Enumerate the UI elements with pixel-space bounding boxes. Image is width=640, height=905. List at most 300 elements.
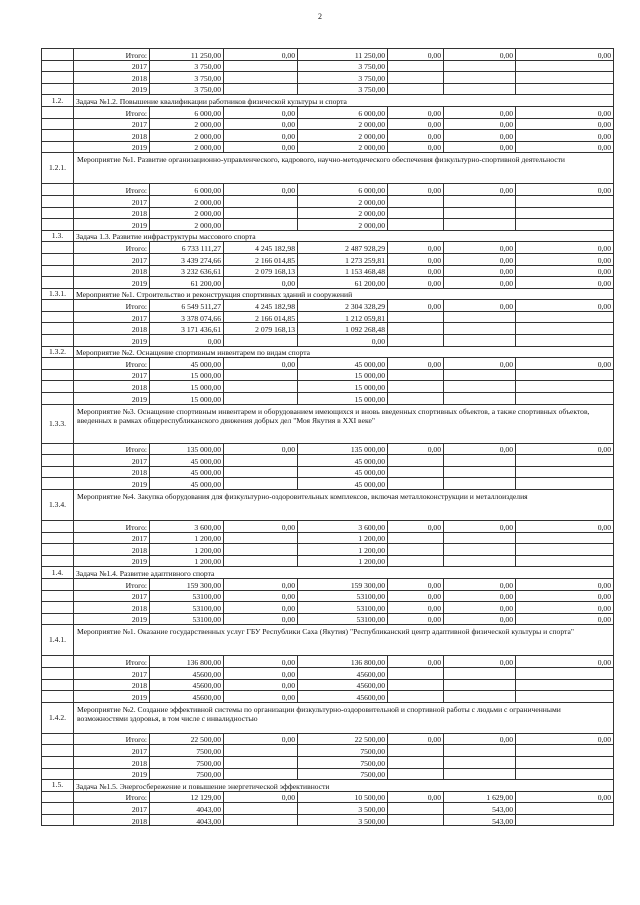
amount-cell: [388, 323, 444, 335]
amount-cell: 3 500,00: [298, 814, 388, 826]
amount-cell: 2 000,00: [298, 195, 388, 207]
amount-cell: 1 153 468,48: [298, 265, 388, 277]
row-label: 2017: [74, 118, 150, 130]
amount-cell: 3 750,00: [298, 83, 388, 95]
amount-cell: 22 500,00: [150, 733, 224, 745]
row-code: [42, 578, 74, 590]
amount-cell: 53100,00: [298, 590, 388, 602]
row-label: 2018: [74, 72, 150, 84]
amount-cell: 53100,00: [298, 602, 388, 614]
amount-cell: 0,00: [516, 106, 614, 118]
row-code: [42, 443, 74, 455]
amount-cell: [516, 814, 614, 826]
amount-cell: [388, 478, 444, 490]
table-row: [42, 49, 614, 61]
row-label: Итого:: [74, 791, 150, 803]
amount-cell: 0,00: [388, 443, 444, 455]
table-row: [42, 335, 614, 347]
amount-cell: 53100,00: [298, 613, 388, 625]
amount-cell: 0,00: [444, 184, 516, 196]
row-code: [42, 656, 74, 668]
amount-cell: [388, 466, 444, 478]
table-row: [42, 521, 614, 533]
row-code: [42, 667, 74, 679]
row-code: [42, 219, 74, 231]
amount-cell: [224, 455, 298, 467]
amount-cell: 45600,00: [150, 679, 224, 691]
measure-description: Мероприятие №2. Создание эффективной системы по организации физкультурно-оздоровительной и спортивной работы с людьми с ограниченными возможностями здоровья, в том числе с инвалидностью: [74, 702, 614, 733]
amount-cell: 0,00: [388, 253, 444, 265]
row-label: 2019: [74, 277, 150, 289]
row-code: [42, 679, 74, 691]
amount-cell: 0,00: [224, 141, 298, 153]
amount-cell: 7500,00: [150, 745, 224, 757]
amount-cell: 0,00: [388, 277, 444, 289]
section-code: 1.4.1.: [42, 625, 74, 656]
amount-cell: 10 500,00: [298, 791, 388, 803]
amount-cell: [224, 466, 298, 478]
amount-cell: 0,00: [224, 733, 298, 745]
amount-cell: 0,00: [444, 578, 516, 590]
table-body: [42, 49, 614, 826]
section-code: 1.2.: [42, 95, 74, 107]
amount-cell: 0,00: [388, 590, 444, 602]
amount-cell: 7500,00: [150, 756, 224, 768]
amount-cell: 6 000,00: [150, 106, 224, 118]
amount-cell: [516, 544, 614, 556]
amount-cell: 0,00: [444, 265, 516, 277]
table-row: [42, 300, 614, 312]
amount-cell: [224, 745, 298, 757]
table-row: [42, 153, 614, 184]
amount-cell: 2 000,00: [298, 141, 388, 153]
row-label: 2019: [74, 768, 150, 780]
amount-cell: [516, 679, 614, 691]
table-row: [42, 656, 614, 668]
amount-cell: 45 000,00: [150, 466, 224, 478]
amount-cell: [224, 72, 298, 84]
amount-cell: [516, 195, 614, 207]
row-label: 2017: [74, 532, 150, 544]
section-code: 1.3.3.: [42, 404, 74, 443]
amount-cell: [444, 335, 516, 347]
amount-cell: [444, 768, 516, 780]
amount-cell: [388, 691, 444, 703]
amount-cell: [444, 207, 516, 219]
row-code: [42, 613, 74, 625]
amount-cell: 53100,00: [150, 613, 224, 625]
amount-cell: 543,00: [444, 803, 516, 815]
row-label: 2017: [74, 803, 150, 815]
amount-cell: [224, 83, 298, 95]
amount-cell: 0,00: [516, 253, 614, 265]
row-label: 2018: [74, 679, 150, 691]
amount-cell: 0,00: [224, 443, 298, 455]
row-label: 2018: [74, 814, 150, 826]
amount-cell: [224, 335, 298, 347]
amount-cell: [444, 745, 516, 757]
amount-cell: 6 000,00: [150, 184, 224, 196]
amount-cell: [516, 393, 614, 405]
row-code: [42, 768, 74, 780]
amount-cell: 0,00: [388, 118, 444, 130]
amount-cell: [224, 544, 298, 556]
amount-cell: [388, 219, 444, 231]
amount-cell: 4043,00: [150, 814, 224, 826]
row-label: 2019: [74, 691, 150, 703]
amount-cell: 53100,00: [150, 590, 224, 602]
section-title: Задача №1.4. Развитие адаптивного спорта: [74, 567, 614, 579]
amount-cell: 1 200,00: [298, 532, 388, 544]
table-row: [42, 791, 614, 803]
amount-cell: 0,00: [516, 521, 614, 533]
table-row: [42, 184, 614, 196]
table-row: [42, 780, 614, 792]
row-label: 2017: [74, 590, 150, 602]
row-label: Итого:: [74, 184, 150, 196]
amount-cell: [388, 195, 444, 207]
amount-cell: 0,00: [388, 300, 444, 312]
amount-cell: 15 000,00: [298, 381, 388, 393]
amount-cell: 0,00: [388, 242, 444, 254]
row-code: [42, 803, 74, 815]
amount-cell: 0,00: [516, 242, 614, 254]
section-code: 1.2.1.: [42, 153, 74, 184]
row-label: Итого:: [74, 578, 150, 590]
amount-cell: 11 250,00: [150, 49, 224, 61]
row-code: [42, 521, 74, 533]
measure-description: Мероприятие №1. Оказание государственных услуг ГБУ Республики Саха (Якутия) "Республиканский центр адаптивной физической культуры и спорта": [74, 625, 614, 656]
section-code: 1.3.4.: [42, 490, 74, 521]
amount-cell: 15 000,00: [150, 381, 224, 393]
amount-cell: 2 000,00: [298, 219, 388, 231]
amount-cell: [388, 83, 444, 95]
row-label: 2017: [74, 455, 150, 467]
section-code: 1.3.2.: [42, 346, 74, 358]
row-code: [42, 555, 74, 567]
amount-cell: 159 300,00: [298, 578, 388, 590]
amount-cell: [388, 803, 444, 815]
amount-cell: 0,00: [444, 358, 516, 370]
amount-cell: 0,00: [516, 141, 614, 153]
amount-cell: 0,00: [224, 602, 298, 614]
amount-cell: [444, 72, 516, 84]
table-row: [42, 602, 614, 614]
table-row: [42, 72, 614, 84]
amount-cell: [388, 393, 444, 405]
row-code: [42, 791, 74, 803]
amount-cell: 7500,00: [298, 745, 388, 757]
amount-cell: [224, 532, 298, 544]
row-label: Итого:: [74, 656, 150, 668]
amount-cell: [444, 311, 516, 323]
row-label: Итого:: [74, 358, 150, 370]
amount-cell: 0,00: [150, 335, 224, 347]
amount-cell: [388, 369, 444, 381]
section-code: 1.3.1.: [42, 288, 74, 300]
amount-cell: 2 304 328,29: [298, 300, 388, 312]
amount-cell: 0,00: [388, 130, 444, 142]
row-label: 2017: [74, 369, 150, 381]
amount-cell: 0,00: [224, 184, 298, 196]
amount-cell: 0,00: [224, 118, 298, 130]
row-label: Итого:: [74, 242, 150, 254]
amount-cell: 0,00: [224, 667, 298, 679]
amount-cell: 0,00: [388, 613, 444, 625]
row-code: [42, 184, 74, 196]
amount-cell: [224, 60, 298, 72]
amount-cell: 1 200,00: [298, 555, 388, 567]
amount-cell: 0,00: [224, 578, 298, 590]
amount-cell: 0,00: [388, 733, 444, 745]
row-label: 2018: [74, 323, 150, 335]
amount-cell: 7500,00: [298, 768, 388, 780]
section-title: Задача 1.3. Развитие инфраструктуры массового спорта: [74, 230, 614, 242]
amount-cell: 1 200,00: [150, 532, 224, 544]
row-label: 2017: [74, 311, 150, 323]
row-label: 2019: [74, 83, 150, 95]
amount-cell: 6 000,00: [298, 184, 388, 196]
amount-cell: 61 200,00: [150, 277, 224, 289]
amount-cell: [224, 756, 298, 768]
row-code: [42, 300, 74, 312]
amount-cell: [388, 207, 444, 219]
table-row: [42, 393, 614, 405]
row-label: 2018: [74, 207, 150, 219]
row-code: [42, 455, 74, 467]
amount-cell: 3 171 436,61: [150, 323, 224, 335]
row-label: 2018: [74, 544, 150, 556]
amount-cell: 45600,00: [150, 691, 224, 703]
section-code: 1.4.: [42, 567, 74, 579]
table-row: [42, 455, 614, 467]
row-label: Итого:: [74, 106, 150, 118]
amount-cell: 61 200,00: [298, 277, 388, 289]
row-code: [42, 691, 74, 703]
row-label: 2018: [74, 130, 150, 142]
amount-cell: [224, 803, 298, 815]
table-row: [42, 207, 614, 219]
amount-cell: 11 250,00: [298, 49, 388, 61]
row-code: [42, 466, 74, 478]
table-row: [42, 130, 614, 142]
amount-cell: 0,00: [516, 130, 614, 142]
amount-cell: 0,00: [224, 791, 298, 803]
amount-cell: 3 600,00: [150, 521, 224, 533]
row-code: [42, 381, 74, 393]
table-row: [42, 404, 614, 443]
amount-cell: 0,00: [388, 656, 444, 668]
amount-cell: 0,00: [388, 358, 444, 370]
amount-cell: 3 750,00: [298, 60, 388, 72]
amount-cell: [388, 756, 444, 768]
amount-cell: 3 750,00: [150, 72, 224, 84]
amount-cell: 12 129,00: [150, 791, 224, 803]
table-row: [42, 118, 614, 130]
amount-cell: 0,00: [388, 106, 444, 118]
table-row: [42, 490, 614, 521]
amount-cell: [388, 335, 444, 347]
amount-cell: 0,00: [224, 277, 298, 289]
amount-cell: 0,00: [388, 141, 444, 153]
amount-cell: [516, 381, 614, 393]
amount-cell: 0,00: [224, 691, 298, 703]
amount-cell: [224, 814, 298, 826]
row-code: [42, 544, 74, 556]
amount-cell: [444, 667, 516, 679]
amount-cell: 0,00: [388, 265, 444, 277]
amount-cell: 2 079 168,13: [224, 265, 298, 277]
amount-cell: 0,00: [224, 49, 298, 61]
amount-cell: 45600,00: [298, 667, 388, 679]
amount-cell: [388, 745, 444, 757]
amount-cell: 15 000,00: [150, 369, 224, 381]
row-label: 2018: [74, 602, 150, 614]
amount-cell: 1 092 268,48: [298, 323, 388, 335]
amount-cell: [388, 679, 444, 691]
row-code: [42, 756, 74, 768]
table-row: [42, 590, 614, 602]
amount-cell: [516, 803, 614, 815]
table-row: [42, 253, 614, 265]
amount-cell: 136 800,00: [298, 656, 388, 668]
table-row: [42, 691, 614, 703]
amount-cell: [224, 207, 298, 219]
amount-cell: [516, 369, 614, 381]
amount-cell: [444, 532, 516, 544]
amount-cell: 2 000,00: [150, 219, 224, 231]
amount-cell: 4 245 182,98: [224, 242, 298, 254]
amount-cell: [388, 532, 444, 544]
amount-cell: 0,00: [388, 49, 444, 61]
section-title: Задача №1.5. Энергосбережение и повышение энергетической эффективности: [74, 780, 614, 792]
row-label: Итого:: [74, 521, 150, 533]
table-row: [42, 803, 614, 815]
amount-cell: 0,00: [224, 679, 298, 691]
amount-cell: 0,00: [444, 656, 516, 668]
amount-cell: 0,00: [516, 443, 614, 455]
amount-cell: 1 200,00: [150, 555, 224, 567]
amount-cell: 0,00: [388, 602, 444, 614]
amount-cell: 1 212 059,81: [298, 311, 388, 323]
amount-cell: [388, 667, 444, 679]
row-code: [42, 590, 74, 602]
amount-cell: 0,00: [516, 613, 614, 625]
amount-cell: [516, 745, 614, 757]
amount-cell: 7500,00: [150, 768, 224, 780]
amount-cell: 0,00: [516, 358, 614, 370]
amount-cell: [444, 679, 516, 691]
amount-cell: 2 000,00: [298, 118, 388, 130]
amount-cell: 543,00: [444, 814, 516, 826]
table-row: [42, 466, 614, 478]
amount-cell: 0,00: [224, 590, 298, 602]
amount-cell: 0,00: [224, 106, 298, 118]
row-code: [42, 72, 74, 84]
table-row: [42, 83, 614, 95]
amount-cell: [388, 544, 444, 556]
amount-cell: 3 750,00: [150, 60, 224, 72]
amount-cell: [444, 455, 516, 467]
amount-cell: 45 000,00: [150, 478, 224, 490]
measure-description: Мероприятие №3. Оснащение спортивным инвентарем и оборудованием имеющихся и вновь введенных спортивных объектов, а также спортивных объектов, введенных в рамках общереспубликанского движения добрых дел "Моя Якутия в XXI веке": [74, 404, 614, 443]
amount-cell: 0,00: [224, 613, 298, 625]
amount-cell: [444, 219, 516, 231]
row-code: [42, 106, 74, 118]
row-label: 2017: [74, 60, 150, 72]
amount-cell: 0,00: [444, 118, 516, 130]
amount-cell: 0,00: [516, 791, 614, 803]
amount-cell: [516, 768, 614, 780]
amount-cell: 45600,00: [298, 679, 388, 691]
amount-cell: [516, 335, 614, 347]
row-code: [42, 814, 74, 826]
row-label: 2019: [74, 141, 150, 153]
amount-cell: [444, 381, 516, 393]
section-title: Мероприятие №2. Оснащение спортивным инвентарем по видам спорта: [74, 346, 614, 358]
amount-cell: 45 000,00: [298, 478, 388, 490]
amount-cell: [444, 195, 516, 207]
amount-cell: [388, 381, 444, 393]
amount-cell: [388, 455, 444, 467]
table-row: [42, 756, 614, 768]
amount-cell: 0,00: [516, 590, 614, 602]
table-row: [42, 625, 614, 656]
row-code: [42, 253, 74, 265]
table-row: [42, 544, 614, 556]
amount-cell: 1 629,00: [444, 791, 516, 803]
row-label: Итого:: [74, 733, 150, 745]
amount-cell: 6 733 111,27: [150, 242, 224, 254]
section-code: 1.5.: [42, 780, 74, 792]
table-row: [42, 60, 614, 72]
amount-cell: [444, 466, 516, 478]
row-code: [42, 265, 74, 277]
table-row: [42, 702, 614, 733]
amount-cell: 0,00: [444, 253, 516, 265]
row-code: [42, 393, 74, 405]
amount-cell: 2 166 014,85: [224, 311, 298, 323]
amount-cell: 3 750,00: [298, 72, 388, 84]
amount-cell: 3 439 274,66: [150, 253, 224, 265]
table-row: [42, 277, 614, 289]
section-code: 1.3.: [42, 230, 74, 242]
table-row: [42, 106, 614, 118]
row-code: [42, 242, 74, 254]
amount-cell: 0,00: [224, 521, 298, 533]
amount-cell: 2 000,00: [150, 195, 224, 207]
amount-cell: 2 166 014,85: [224, 253, 298, 265]
measure-description: Мероприятие №1. Развитие организационно-управленческого, кадрового, научно-методического обеспечения физкультурно-спортивной деятельности: [74, 153, 614, 184]
budget-table: [41, 48, 614, 826]
row-code: [42, 311, 74, 323]
row-code: [42, 602, 74, 614]
row-code: [42, 83, 74, 95]
amount-cell: 0,00: [298, 335, 388, 347]
amount-cell: 0,00: [444, 242, 516, 254]
amount-cell: [516, 83, 614, 95]
row-code: [42, 733, 74, 745]
row-code: [42, 60, 74, 72]
amount-cell: [444, 544, 516, 556]
amount-cell: 0,00: [516, 184, 614, 196]
row-label: 2019: [74, 219, 150, 231]
amount-cell: 0,00: [516, 118, 614, 130]
amount-cell: [516, 455, 614, 467]
amount-cell: [444, 83, 516, 95]
amount-cell: 0,00: [224, 358, 298, 370]
row-label: Итого:: [74, 49, 150, 61]
